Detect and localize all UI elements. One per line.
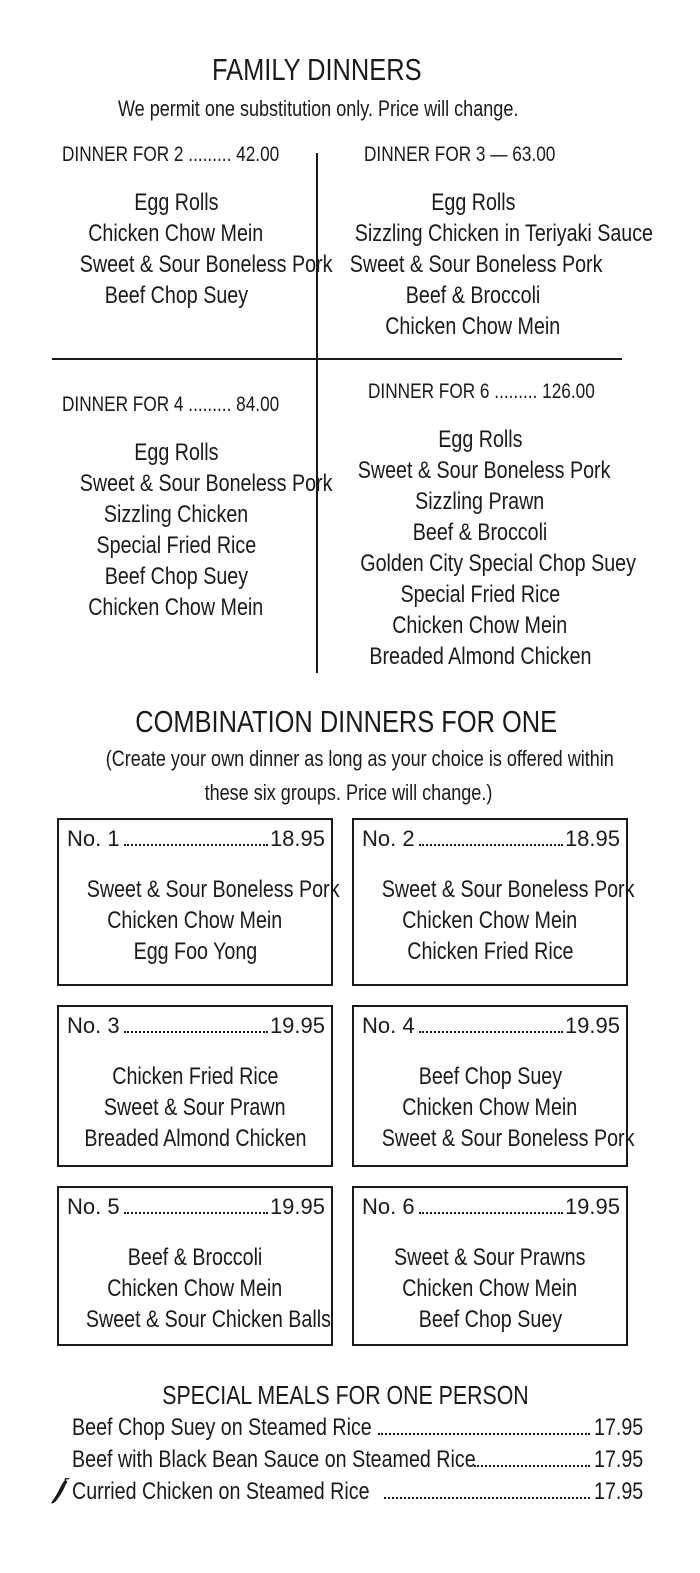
menu-item: Chicken Fried Rice: [111, 1063, 279, 1090]
menu-item: Sweet & Sour Boneless Pork: [86, 876, 340, 903]
menu-item: Beef Chop Suey: [418, 1063, 562, 1090]
dinner-for-6: [330, 380, 636, 672]
menu-item: Sweet & Sour Prawns: [394, 1244, 586, 1271]
combo-number: No. 6: [362, 1194, 415, 1219]
menu-item: Chicken Chow Mein: [107, 907, 283, 934]
combo-price: 19.95: [564, 1013, 620, 1038]
dot-leader: [419, 1212, 563, 1214]
grid-vertical-divider: [316, 153, 318, 673]
menu-item: Egg Rolls: [430, 189, 516, 216]
menu-item: Chicken Chow Mein: [88, 594, 264, 621]
combo-price: 19.95: [269, 1013, 325, 1038]
menu-item: Special Fried Rice: [96, 532, 256, 559]
special-item-name: Curried Chicken on Steamed Rice: [72, 1478, 370, 1505]
special-item: [72, 1414, 642, 1442]
combination-title: COMBINATION DINNERS FOR ONE: [135, 704, 557, 739]
dinner-for-4-label: DINNER FOR 4 ......... 84.00: [62, 393, 280, 416]
menu-item: Beef & Broccoli: [127, 1244, 263, 1271]
dot-leader: [124, 844, 268, 846]
special-item-name: Beef with Black Bean Sauce on Steamed Rice: [72, 1446, 476, 1473]
menu-item: Chicken Chow Mein: [402, 1275, 578, 1302]
menu-item: Special Fried Rice: [400, 581, 560, 608]
dinner-for-2-label: DINNER FOR 2 ......... 42.00: [62, 143, 280, 166]
dot-leader: [419, 844, 563, 846]
dinner-for-4: [52, 393, 333, 623]
special-item-name: Beef Chop Suey on Steamed Rice: [72, 1414, 372, 1441]
combo-number: No. 1: [67, 826, 120, 851]
menu-item: Breaded Almond Chicken: [83, 1125, 307, 1152]
menu-item: Sweet & Sour Prawn: [104, 1094, 286, 1121]
menu-item: Egg Rolls: [133, 189, 219, 216]
dot-leader: [124, 1212, 268, 1214]
dinner-for-6-label: DINNER FOR 6 ......... 126.00: [368, 380, 595, 403]
family-dinners-note: We permit one substitution only. Price will change.: [117, 96, 519, 121]
combo-box-1: [57, 818, 340, 986]
menu-item: Sizzling Chicken in Teriyaki Sauce: [354, 220, 653, 247]
combo-box-5: [57, 1186, 333, 1346]
menu-item: Beef Chop Suey: [104, 282, 248, 309]
combo-price: 18.95: [269, 826, 325, 851]
menu-item: Sweet & Sour Boneless Pork: [79, 470, 333, 497]
menu-item: Egg Rolls: [133, 439, 219, 466]
menu-item: Sweet & Sour Boneless Pork: [357, 457, 611, 484]
menu-item: Golden City Special Chop Suey: [360, 550, 636, 577]
menu-item: Breaded Almond Chicken: [368, 643, 592, 670]
chili-pepper-icon: [50, 1478, 70, 1506]
dot-leader: [419, 1031, 563, 1033]
menu-item: Chicken Chow Mein: [402, 1094, 578, 1121]
special-meals-title: SPECIAL MEALS FOR ONE PERSON: [161, 1380, 529, 1410]
combo-price: 19.95: [269, 1194, 325, 1219]
special-item-price: 17.95: [594, 1446, 644, 1473]
menu-item: Egg Rolls: [437, 426, 523, 453]
dot-leader: [124, 1031, 268, 1033]
combo-number: No. 4: [362, 1013, 415, 1038]
combo-number: No. 5: [67, 1194, 120, 1219]
menu-item: Chicken Chow Mein: [88, 220, 264, 247]
dinner-for-2: [52, 143, 333, 311]
menu-item: Beef Chop Suey: [418, 1306, 562, 1333]
menu-item: Egg Foo Yong: [133, 938, 257, 965]
special-item: [72, 1478, 642, 1506]
menu-item: Chicken Fried Rice: [406, 938, 574, 965]
menu-item: Beef Chop Suey: [104, 563, 248, 590]
menu-item: Sizzling Prawn: [415, 488, 545, 515]
special-item-price: 17.95: [594, 1478, 644, 1505]
menu-item: Sweet & Sour Boneless Pork: [381, 876, 635, 903]
menu-item: Chicken Chow Mein: [107, 1275, 283, 1302]
combo-number: No. 2: [362, 826, 415, 851]
menu-item: Beef & Broccoli: [412, 519, 548, 546]
combo-price: 18.95: [564, 826, 620, 851]
menu-item: Sweet & Sour Boneless Pork: [349, 251, 603, 278]
family-dinners-title: FAMILY DINNERS: [212, 52, 422, 87]
dinner-for-3-label: DINNER FOR 3 — 63.00: [364, 143, 556, 166]
menu-item: Chicken Chow Mein: [402, 907, 578, 934]
combination-note-line1: (Create your own dinner as long as your choice is offered within: [105, 746, 615, 771]
combo-number: No. 3: [67, 1013, 120, 1038]
special-item-price: 17.95: [594, 1414, 644, 1441]
menu-item: Sweet & Sour Boneless Pork: [381, 1125, 635, 1152]
dot-leader: [378, 1433, 590, 1435]
menu-item: Sweet & Sour Chicken Balls: [85, 1306, 331, 1333]
menu-item: Beef & Broccoli: [405, 282, 541, 309]
menu-item: Sweet & Sour Boneless Pork: [79, 251, 333, 278]
combo-box-2: [352, 818, 635, 986]
dot-leader: [474, 1465, 590, 1467]
dinner-for-3: [322, 143, 653, 342]
menu-item: Chicken Chow Mein: [392, 612, 568, 639]
combo-box-4: [352, 1005, 635, 1167]
combo-price: 19.95: [564, 1194, 620, 1219]
combo-box-6: [352, 1186, 628, 1346]
combination-note-line2: these six groups. Price will change.): [204, 780, 492, 805]
special-item: [72, 1446, 642, 1474]
menu-item: Sizzling Chicken: [103, 501, 249, 528]
dot-leader: [384, 1497, 590, 1499]
menu-item: Chicken Chow Mein: [385, 313, 561, 340]
combo-box-3: [57, 1005, 333, 1167]
grid-horizontal-divider: [52, 358, 622, 360]
